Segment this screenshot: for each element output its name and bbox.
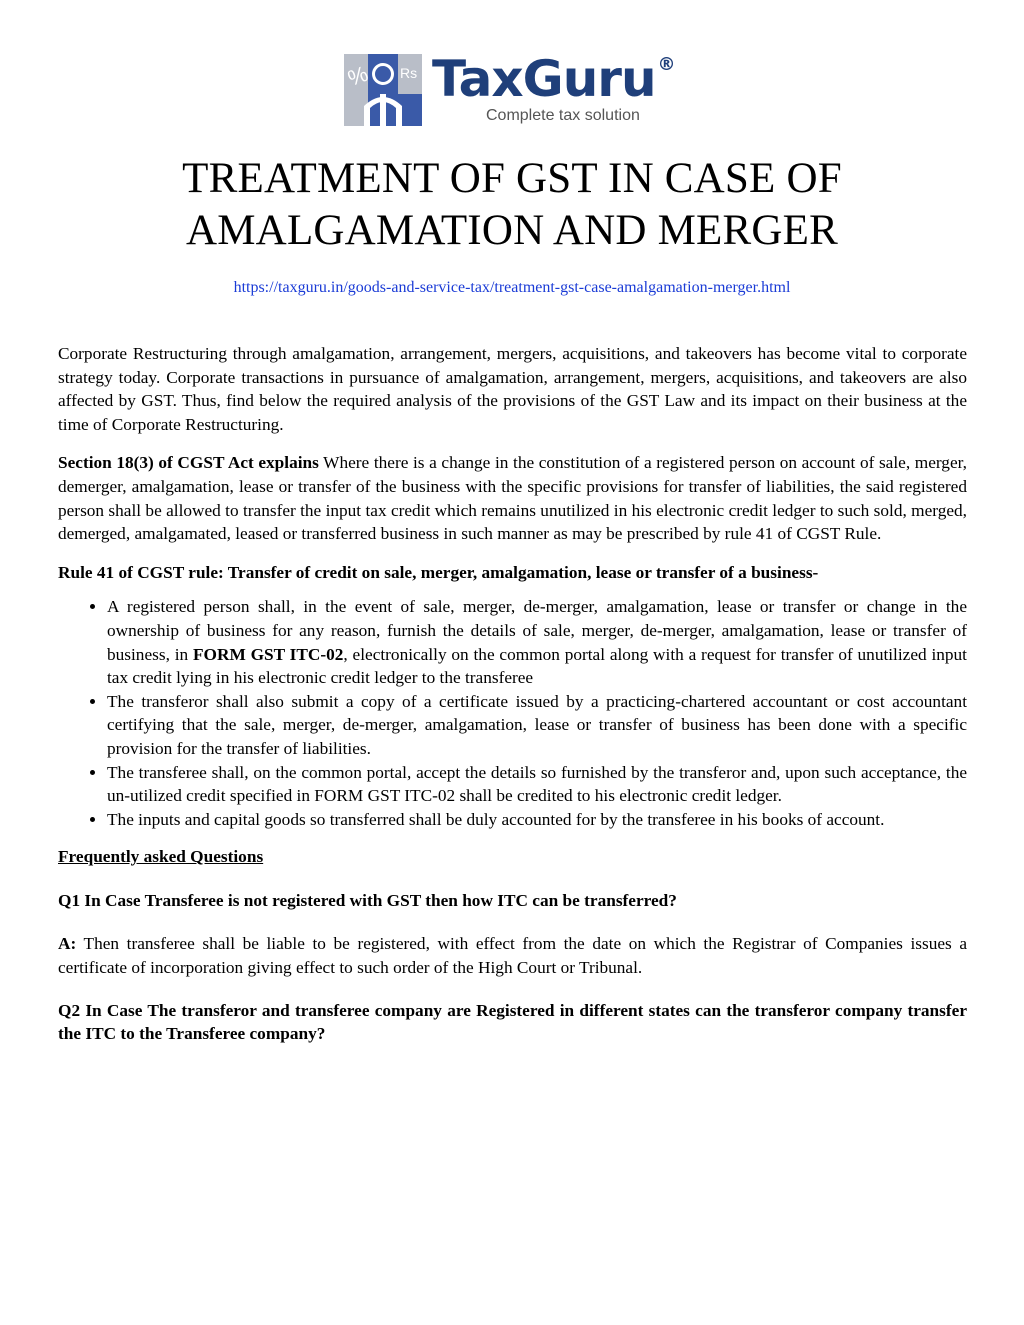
rs-glyph: Rs: [400, 65, 418, 81]
list-item: • The inputs and capital goods so transferred shall be duly accounted for by the transferee in his books of account.: [107, 808, 967, 832]
section-text: Where there is a change in the constitution of a registered person on account of sale, merger, demerger, amalgamation, lease or transfer of the business with the specific provisions for transfer of liabilities, the said registered person shall be allowed to transfer the input tax credit which remains unutilized in his electronic credit ledger to such sold, merged, demerged, amalgamated, leased or transferred business in such manner as may be prescribed by rule 41 of CGST Rule.: [58, 453, 968, 544]
section-lead: Section 18(3) of CGST Act explains: [58, 453, 319, 473]
form-reference: FORM GST ITC-02: [192, 644, 344, 664]
bullet-1-text-pre: A registered person shall, in the event of sale, merger, de-merger, amalgamation, lease or transfer or change in the ownership of business for any reason, furnish the details of sale, merger, de-merger, amalgamation, lease or transfer of business, in: [107, 597, 967, 664]
list-item: [107, 595, 967, 689]
page-title: [0, 153, 1024, 257]
registered-mark: ®: [657, 54, 675, 75]
answer-1-text: Then transferee shall be liable to be registered, with effect from the date on which the Registrar of Companies issues a certificate of incorporation giving effect to such order of the High Court or Tribunal.: [58, 934, 967, 978]
section-paragraph: [58, 451, 967, 545]
article-body: [58, 342, 967, 1066]
percent-glyph: %: [344, 60, 372, 91]
title-line-1: TREATMENT OF GST IN CASE OF: [182, 155, 842, 202]
brand-wordmark: TaxGuru: [432, 50, 656, 108]
title-line-2: AMALGAMATION AND MERGER: [186, 207, 838, 254]
list-item: • The transferee shall, on the common portal, accept the details so furnished by the transferor and, upon such acceptance, the un-utilized credit specified in FORM GST ITC-02 shall be credited to his electronic credit ledger.: [107, 761, 967, 808]
list-item: • The transferor shall also submit a copy of a certificate issued by a practicing-chartered accountant or cost accountant certifying that the sale, merger, de-merger, amalgamation, lease or transfer of business has been done with a specific provision for the transfer of liabilities.: [107, 690, 967, 761]
rule-bullet-list: [58, 595, 967, 831]
bullet-1-text-post: , electronically on the common portal along with a request for transfer of unutilized input tax credit lying in his electronic credit ledger to the transferee: [107, 644, 967, 688]
taxguru-logo-icon: [344, 54, 422, 126]
intro-paragraph: Corporate Restructuring through amalgamation, arrangement, mergers, acquisitions, and takeovers has become vital to corporate strategy today. Corporate transactions in pursuance of amalgamation, arrangement, mergers, acquisitions, and takeovers are also affected by GST. Thus, find below the required analysis of the provisions of the GST Law and its impact on their business at the time of Corporate Restructuring.: [58, 344, 967, 434]
rule-heading: Rule 41 of CGST rule: Transfer of credit on sale, merger, amalgamation, lease or transfer of a business-: [58, 562, 819, 582]
brand-name: [432, 50, 675, 108]
question-2: Q2 In Case The transferor and transferee company are Registered in different states can the transferor company transfer the ITC to the Transferee company?: [58, 1000, 967, 1044]
faq-heading: Frequently asked Questions: [58, 847, 264, 867]
answer-1: [58, 932, 967, 979]
brand-tagline: Complete tax solution: [486, 107, 640, 124]
taxguru-logo: [344, 50, 689, 128]
question-1: Q1 In Case Transferee is not registered with GST then how ITC can be transferred?: [58, 890, 677, 910]
source-url-link[interactable]: https://taxguru.in/goods-and-service-tax/treatment-gst-case-amalgamation-merger.html: [233, 279, 791, 296]
answer-label: A:: [58, 934, 77, 954]
